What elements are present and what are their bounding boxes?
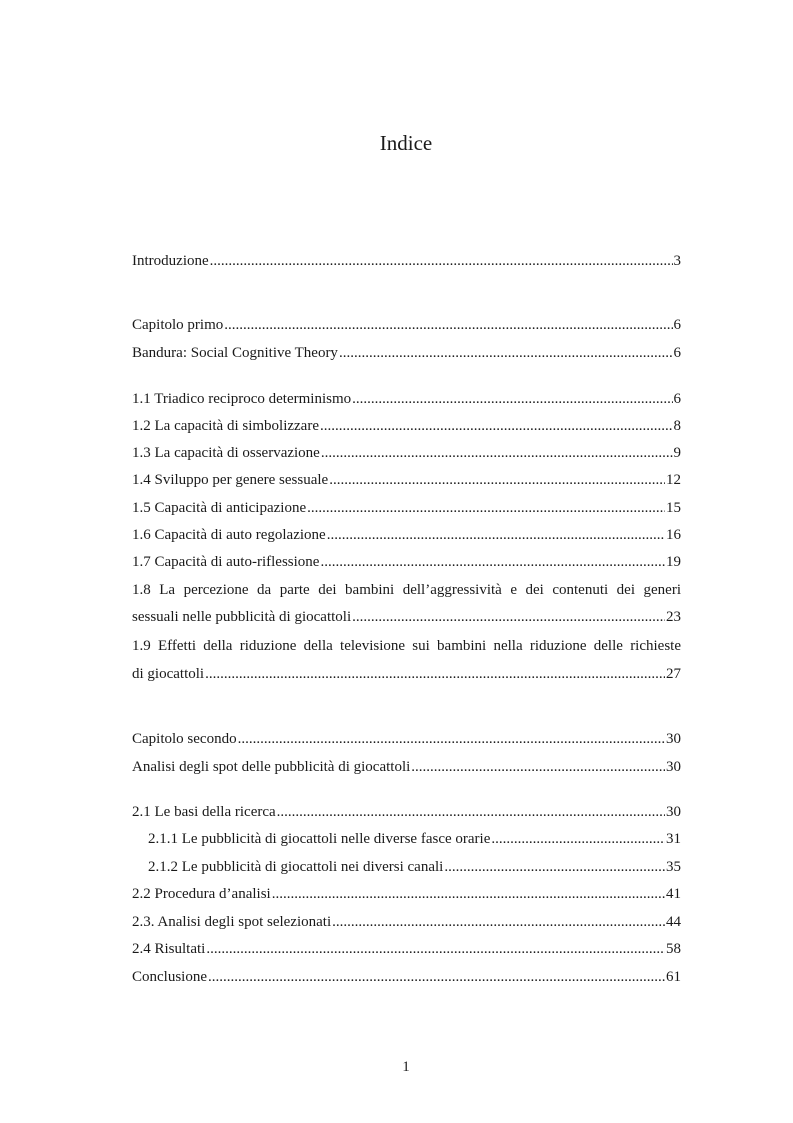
- toc-entry-text: 1.1 Triadico reciproco determinismo: [132, 391, 352, 407]
- toc-leader: [329, 470, 665, 490]
- toc-entry-analisi: [132, 757, 681, 777]
- toc-entry-2-1: [132, 802, 681, 822]
- toc-entry-page: 6: [673, 317, 681, 333]
- toc-entry-text: Analisi degli spot delle pubblicità di giocattoli: [132, 759, 411, 775]
- toc-entry-text: Capitolo primo: [132, 317, 224, 333]
- toc-leader: [411, 757, 665, 777]
- page-title: Indice: [379, 131, 433, 155]
- toc-entry-1-6: [132, 525, 681, 545]
- page-number: 1: [402, 1059, 410, 1075]
- toc-entry-1-8-line1: 1.8 La percezione da parte dei bambini dell’aggressività e dei contenuti dei generi: [132, 582, 681, 598]
- toc-entry-page: 12: [666, 472, 681, 488]
- toc-entry-1-7: [132, 552, 681, 572]
- toc-entry-text: 1.2 La capacità di simbolizzare: [132, 418, 319, 434]
- toc-leader: [277, 802, 665, 822]
- toc-leader: [238, 729, 665, 749]
- toc-leader: [327, 525, 665, 545]
- toc-entry-page: 58: [666, 941, 681, 957]
- toc-leader: [224, 315, 672, 335]
- toc-entry-capitolo-secondo: [132, 729, 681, 749]
- toc-entry-2-3: [132, 912, 681, 932]
- toc-entry-1-3: [132, 443, 681, 463]
- toc-entry-text: 1.7 Capacità di auto-riflessione: [132, 554, 320, 570]
- toc-entry-text: sessuali nelle pubblicità di giocattoli: [132, 609, 352, 625]
- toc-entry-page: 41: [666, 886, 681, 902]
- toc-entry-text: 2.2 Procedura d’analisi: [132, 886, 271, 902]
- toc-entry-page: 30: [666, 759, 681, 775]
- toc-entry-text: 1.3 La capacità di osservazione: [132, 445, 320, 461]
- toc-entry-page: 44: [666, 914, 681, 930]
- toc-entry-page: 27: [666, 666, 681, 682]
- toc-entry-2-2: [132, 884, 681, 904]
- toc-entry-page: 6: [673, 345, 681, 361]
- toc-entry-text: Bandura: Social Cognitive Theory: [132, 345, 338, 361]
- toc-leader: [444, 857, 665, 877]
- toc-entry-2-1-1: [148, 829, 681, 849]
- toc-entry-text: 2.3. Analisi degli spot selezionati: [132, 914, 332, 930]
- toc-entry-2-1-2: [148, 857, 681, 877]
- toc-entry-page: 6: [673, 391, 681, 407]
- toc-entry-capitolo-primo: [132, 315, 681, 335]
- toc-entry-1-4: [132, 470, 681, 490]
- toc-entry-text: 2.4 Risultati: [132, 941, 206, 957]
- toc-leader: [332, 912, 665, 932]
- toc-entry-page: 9: [673, 445, 681, 461]
- toc-entry-1-1: [132, 389, 681, 409]
- toc-leader: [272, 884, 665, 904]
- toc-entry-text: 1.4 Sviluppo per genere sessuale: [132, 472, 329, 488]
- toc-leader: [206, 939, 665, 959]
- toc-entry-page: 19: [666, 554, 681, 570]
- toc-entry-page: 3: [673, 253, 681, 269]
- toc-entry-1-2: [132, 416, 681, 436]
- toc-leader: [339, 343, 673, 363]
- toc-entry-page: 31: [666, 831, 681, 847]
- toc-entry-page: 23: [666, 609, 681, 625]
- toc-entry-2-4: [132, 939, 681, 959]
- toc-entry-text: 2.1 Le basi della ricerca: [132, 804, 276, 820]
- toc-entry-page: 8: [673, 418, 681, 434]
- toc-entry-text: Conclusione: [132, 969, 207, 985]
- toc-entry-1-9-line1: 1.9 Effetti della riduzione della televisione sui bambini nella riduzione delle richieste: [132, 638, 681, 654]
- toc-leader: [320, 416, 673, 436]
- toc-entry-text: Capitolo secondo: [132, 731, 237, 747]
- toc-leader: [320, 552, 665, 572]
- toc-entry-text: 2.1.2 Le pubblicità di giocattoli nei diversi canali: [148, 859, 444, 875]
- toc-entry-page: 61: [666, 969, 681, 985]
- toc-entry-text: di giocattoli: [132, 666, 205, 682]
- toc-entry-page: 35: [666, 859, 681, 875]
- toc-entry-conclusione: [132, 967, 681, 987]
- toc-entry-text: 1.5 Capacità di anticipazione: [132, 500, 307, 516]
- toc-entry-page: 15: [666, 500, 681, 516]
- toc-entry-introduzione: [132, 251, 681, 271]
- toc-entry-1-8-line2: [132, 607, 681, 627]
- toc-leader: [205, 664, 665, 684]
- toc-entry-1-5: [132, 498, 681, 518]
- toc-entry-page: 16: [666, 527, 681, 543]
- toc-leader: [352, 389, 672, 409]
- toc-entry-page: 30: [666, 731, 681, 747]
- toc-entry-text: 2.1.1 Le pubblicità di giocattoli nelle diverse fasce orarie: [148, 831, 491, 847]
- toc-leader: [208, 967, 665, 987]
- toc-leader: [491, 829, 665, 849]
- toc-leader: [210, 251, 673, 271]
- toc-entry-text: Introduzione: [132, 253, 209, 269]
- toc-entry-1-9-line2: [132, 664, 681, 684]
- toc-entry-text: 1.6 Capacità di auto regolazione: [132, 527, 326, 543]
- toc-entry-page: 30: [666, 804, 681, 820]
- toc-leader: [307, 498, 665, 518]
- toc-leader: [352, 607, 665, 627]
- toc-leader: [321, 443, 673, 463]
- toc-entry-bandura: [132, 343, 681, 363]
